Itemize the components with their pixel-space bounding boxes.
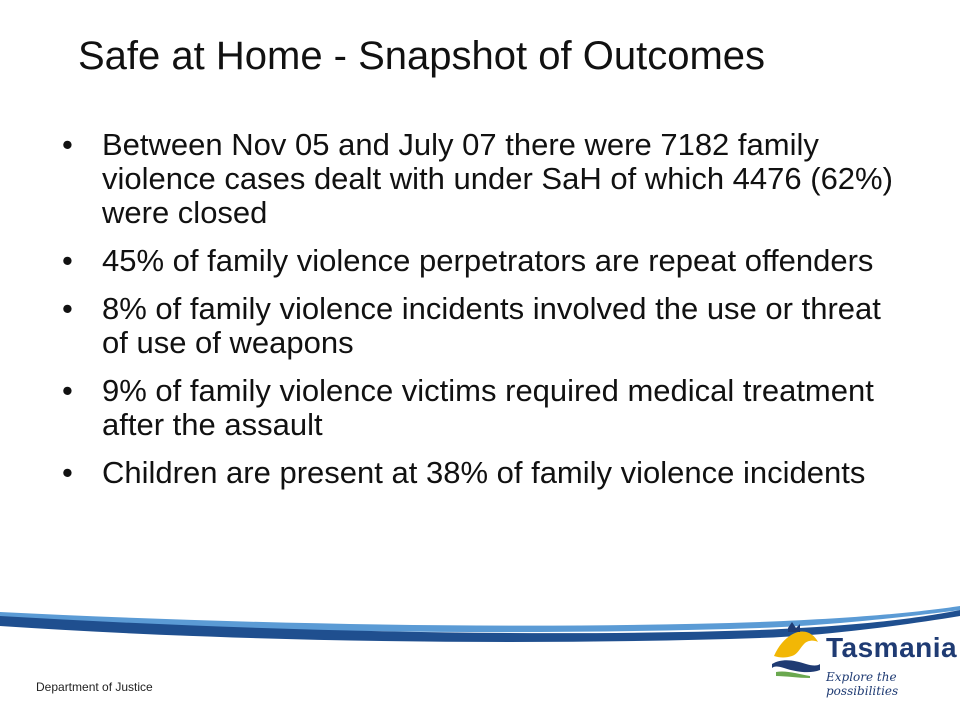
bullet-icon: • (62, 373, 73, 408)
bullet-text: Between Nov 05 and July 07 there were 7182 family violence cases dealt with under SaH of which 4476 (62%) were closed (102, 127, 893, 230)
bullet-list (62, 128, 902, 504)
slide-title: Safe at Home - Snapshot of Outcomes (78, 34, 766, 78)
logo-name: Tasmania (826, 632, 958, 663)
footer-department: Department of Justice (36, 680, 153, 694)
bullet-item (62, 292, 902, 360)
bullet-text: 9% of family violence victims required medical treatment after the assault (102, 373, 874, 442)
tasmania-logo (770, 620, 958, 698)
logo-tagline: Explore the possibilities (826, 670, 899, 698)
tasmania-emblem-icon (770, 620, 822, 680)
bullet-item (62, 244, 902, 278)
bullet-text: Children are present at 38% of family violence incidents (102, 455, 866, 490)
bullet-text: 45% of family violence perpetrators are repeat offenders (102, 243, 874, 278)
bullet-icon: • (62, 291, 73, 326)
bullet-item (62, 374, 902, 442)
bullet-icon: • (62, 455, 73, 490)
bullet-item (62, 128, 902, 230)
bullet-item (62, 456, 902, 490)
bullet-text: 8% of family violence incidents involved the use or threat of use of weapons (102, 291, 881, 360)
bullet-icon: • (62, 243, 73, 278)
bullet-icon: • (62, 127, 73, 162)
